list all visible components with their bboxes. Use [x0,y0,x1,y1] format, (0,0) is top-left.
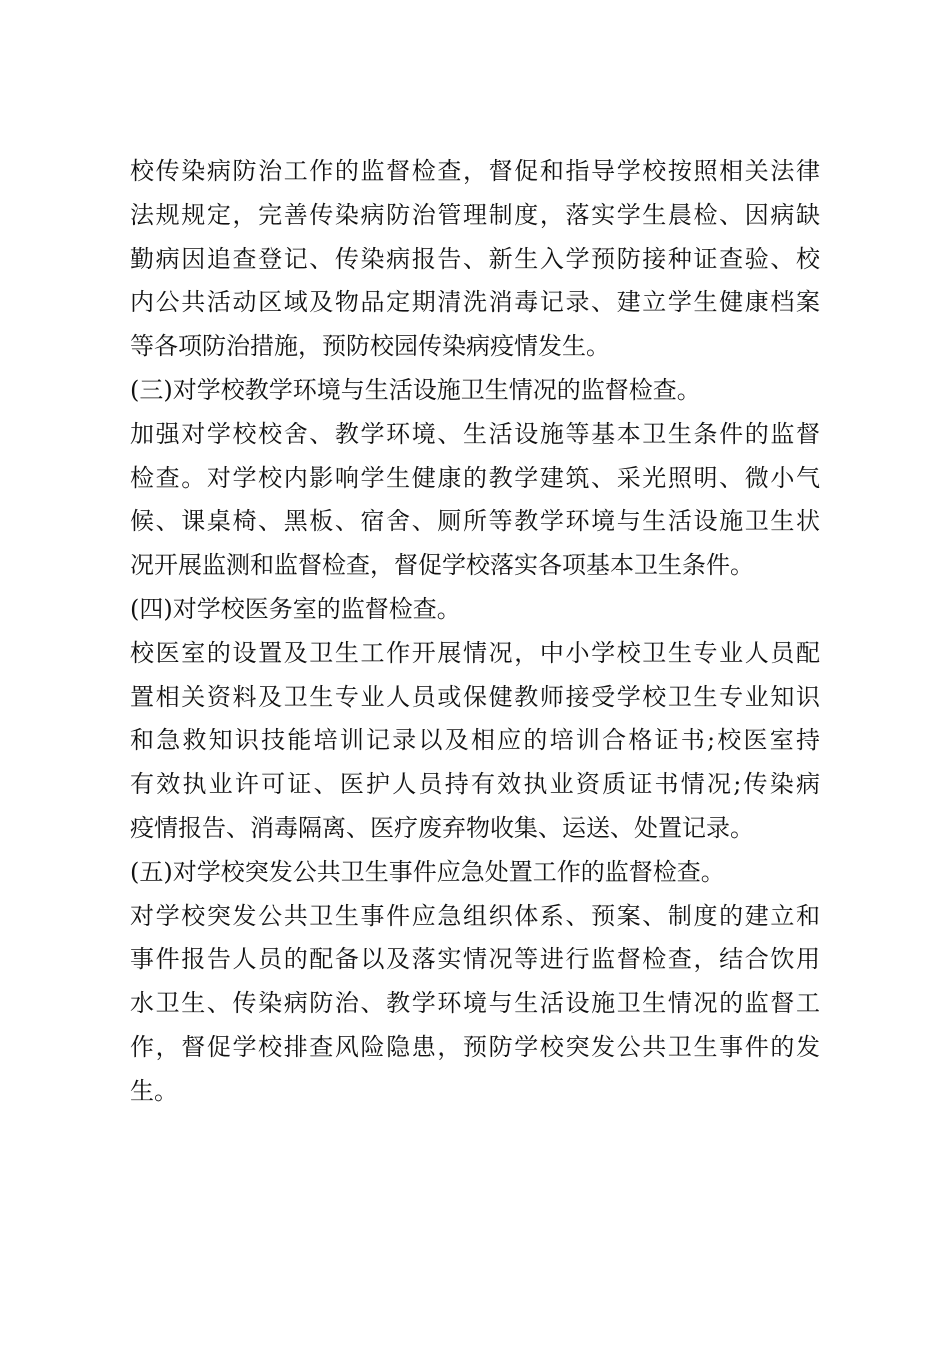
text-line: 法规规定，完善传染病防治管理制度，落实学生晨检、因病缺 [130,200,820,229]
heading-text: (三)对学校教学环境与生活设施卫生情况的监督检查。 [130,375,701,404]
text-line: 事件报告人员的配备以及落实情况等进行监督检查，结合饮用 [130,945,820,974]
text-line: 况开展监测和监督检查，督促学校落实各项基本卫生条件。 [130,551,754,580]
text-line: 对学校突发公共卫生事件应急组织体系、预案、制度的建立和 [130,901,820,930]
paragraph-emergency-response [130,895,820,1114]
section-heading-5 [130,851,820,895]
paragraph-infectious-disease [130,150,820,369]
section-heading-3 [130,369,820,413]
text-line: 等各项防治措施，预防校园传染病疫情发生。 [130,332,610,361]
text-line: 置相关资料及卫生专业人员或保健教师接受学校卫生专业知识 [130,682,820,711]
text-line: 内公共活动区域及物品定期清洗消毒记录、建立学生健康档案 [130,288,820,317]
text-line: 校传染病防治工作的监督检查，督促和指导学校按照相关法律 [130,157,820,185]
text-line: 加强对学校校舍、教学环境、生活设施等基本卫生条件的监督 [130,419,820,448]
section-heading-4 [130,588,820,632]
text-line: 候、课桌椅、黑板、宿舍、厕所等教学环境与生活设施卫生状 [130,507,820,536]
paragraph-clinic [130,632,820,851]
text-line: 生。 [130,1076,178,1105]
text-line: 和急救知识技能培训记录以及相应的培训合格证书;校医室持 [130,726,820,755]
text-line: 检查。对学校内影响学生健康的教学建筑、采光照明、微小气 [130,463,820,492]
text-line: 勤病因追查登记、传染病报告、新生入学预防接种证查验、校 [130,244,820,273]
text-line: 疫情报告、消毒隔离、医疗废弃物收集、运送、处置记录。 [130,813,754,842]
paragraph-teaching-environment [130,413,820,588]
text-line: 作，督促学校排查风险隐患，预防学校突发公共卫生事件的发 [130,1032,820,1061]
text-line: 有效执业许可证、医护人员持有效执业资质证书情况;传染病 [130,770,820,799]
heading-text: (四)对学校医务室的监督检查。 [130,594,461,623]
text-line: 水卫生、传染病防治、教学环境与生活设施卫生情况的监督工 [130,989,820,1018]
document-body [130,150,820,1114]
heading-text: (五)对学校突发公共卫生事件应急处置工作的监督检查。 [130,857,725,886]
text-line: 校医室的设置及卫生工作开展情况，中小学校卫生专业人员配 [130,638,820,667]
